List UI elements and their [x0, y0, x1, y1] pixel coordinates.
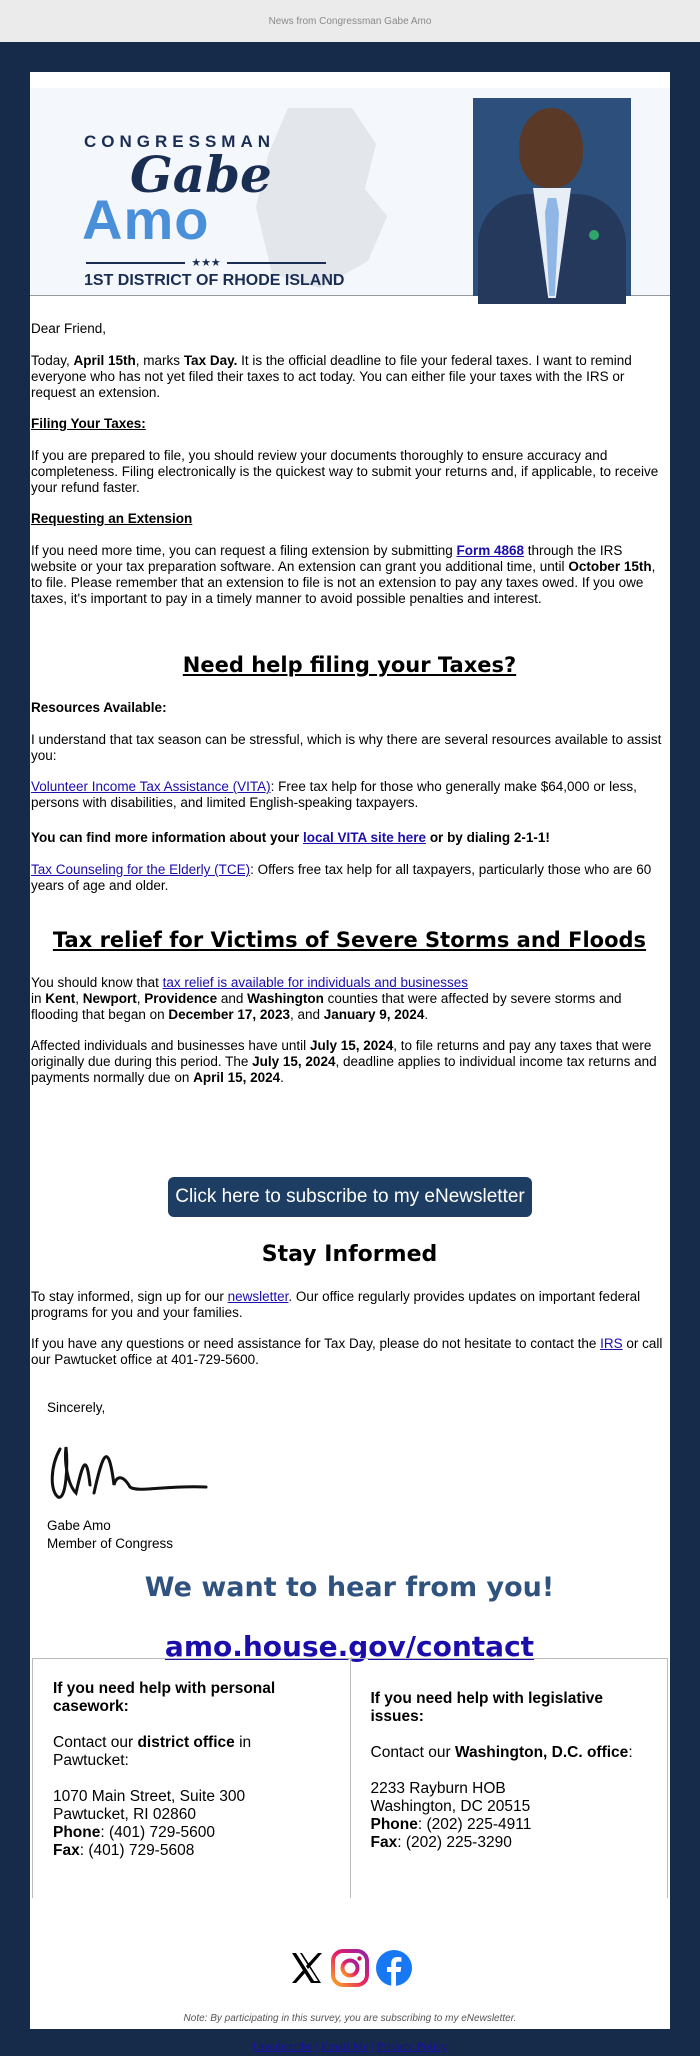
questions-text: If you have any questions or need assistance for Tax Day, please do not hesitate to contact the IRS or call our Pawtucket office at 401-729-5600. [31, 1336, 663, 1367]
unsubscribe-link[interactable]: Unsubscribe [252, 2039, 313, 2053]
newsletter-link[interactable]: newsletter [227, 1289, 289, 1304]
district-address-line-2: Pawtucket, RI 02860 [53, 1806, 197, 1823]
footer-links: Unsubscribe | Email Me | Privacy Policy [252, 2039, 448, 2053]
congressman-photo [473, 98, 631, 296]
dc-fax: Fax: (202) 225-3290 [370, 1834, 512, 1851]
vita-link[interactable]: Volunteer Income Tax Assistance (VITA) [31, 779, 271, 794]
district-address-line-1: 1070 Main Street, Suite 300 [53, 1788, 246, 1805]
facebook-icon[interactable] [375, 1949, 413, 1987]
banner-district: 1ST DISTRICT OF RHODE ISLAND [84, 272, 345, 289]
vita-find: You can find more information about your local VITA site here or by dialing 2-1-1! [31, 830, 550, 845]
district-box-contact: Contact our district office in Pawtucket: [53, 1734, 252, 1769]
extension-heading: Requesting an Extension [31, 511, 193, 526]
irs-link[interactable]: IRS [600, 1336, 623, 1351]
office-boxes [32, 1658, 668, 1898]
greeting: Dear Friend, [31, 321, 107, 336]
extension-text: If you need more time, you can request a filing extension by submitting Form 4868 through the IRS website or your tax preparation software. An extension can grant you additional time, until October 15th, to file. Please remember that an extension to file is not an extension to pay any taxes owed. If you owe taxes, it's important to pay in a timely manner to avoid possible penalties and interest. [31, 543, 656, 606]
help-heading: Need help filing your Taxes? [182, 653, 517, 677]
filing-heading: Filing Your Taxes: [31, 416, 146, 431]
sincerely: Sincerely, [47, 1400, 106, 1415]
dc-address-line-1: 2233 Rayburn HOB [370, 1780, 506, 1797]
survey-note: Note: By participating in this survey, you are subscribing to my eNewsletter. [183, 2013, 517, 2024]
signer-name: Gabe Amo [47, 1518, 111, 1533]
email-me-link[interactable]: Email Me [321, 2039, 369, 2053]
stay-informed-text: To stay informed, sign up for our newsletter. Our office regularly provides updates on important federal programs for you and your families. [31, 1289, 641, 1320]
vita-item: Volunteer Income Tax Assistance (VITA): Free tax help for those who generally make $64,000 or less, persons with disabilities, and limited English-speaking taxpayers. [31, 779, 637, 810]
dc-office-box [350, 1659, 668, 1898]
relief-paragraph-1: You should know that tax relief is available for individuals and businesses in Kent, Newport, Providence and Washington counties that were affected by severe storms and flooding that began on December 17, 2023, and January 9, 2024. [31, 975, 622, 1022]
header-banner [30, 88, 670, 296]
banner-first-name: Gabe [130, 145, 272, 204]
banner-last-name: Amo [82, 188, 210, 251]
tce-link[interactable]: Tax Counseling for the Elderly (TCE) [31, 862, 251, 877]
contact-link[interactable]: amo.house.gov/contact [164, 1630, 535, 1663]
intro-paragraph: Today, April 15th, marks Tax Day. It is the official deadline to file your federal taxes. I want to remind everyone who has not yet filed their taxes to act today. You can either file your taxes with the IRS or request an extension. [31, 353, 632, 400]
email-card [30, 72, 670, 2053]
star-icons: ★★★ [191, 257, 221, 269]
district-phone: Phone: (401) 729-5600 [53, 1824, 215, 1841]
banner-congressman: CONGRESSMAN [84, 132, 276, 151]
banner-stars [86, 256, 326, 269]
x-twitter-icon[interactable] [287, 1949, 325, 1987]
relief-paragraph-2: Affected individuals and businesses have until July 15, 2024, to file returns and pay any taxes that were originally due during this period. The July 15, 2024, deadline applies to individual income tax returns and payments normally due on April 15, 2024. [31, 1038, 657, 1085]
subscribe-button[interactable]: Click here to subscribe to my eNewsletter [168, 1177, 532, 1217]
dc-address-line-2: Washington, DC 20515 [370, 1798, 531, 1815]
stay-informed-heading: Stay Informed [261, 1242, 438, 1267]
resources-heading: Resources Available: [31, 700, 167, 715]
dc-box-heading: If you need help with legislative issues: [370, 1690, 604, 1725]
dc-phone: Phone: (202) 225-4911 [370, 1816, 532, 1833]
resources-intro: I understand that tax season can be stressful, which is why there are several resources available to assist you: [31, 732, 662, 763]
relief-heading: Tax relief for Victims of Severe Storms and Floods [52, 928, 647, 952]
preheader-text: News from Congressman Gabe Amo [268, 15, 432, 27]
district-office-box [33, 1659, 350, 1898]
district-box-heading: If you need help with personal casework: [53, 1680, 276, 1715]
preheader [0, 0, 700, 42]
signature-graphic [46, 1427, 212, 1505]
signer-title: Member of Congress [47, 1536, 174, 1551]
filing-text: If you are prepared to file, you should review your documents thoroughly to ensure accuracy and completeness. Filing electronically is the quickest way to submit your returns and, if applicable, to receive your refund faster. [31, 448, 659, 495]
tax-relief-link[interactable]: tax relief is available for individuals and businesses [162, 975, 469, 990]
email-frame [0, 42, 700, 2056]
social-links [30, 1949, 670, 1987]
dc-box-contact: Contact our Washington, D.C. office: [370, 1744, 633, 1761]
district-fax: Fax: (401) 729-5608 [53, 1842, 195, 1859]
form-4868-link[interactable]: Form 4868 [456, 543, 525, 558]
local-vita-link[interactable]: local VITA site here [303, 830, 427, 845]
tce-item: Tax Counseling for the Elderly (TCE): Offers free tax help for all taxpayers, particularly those who are 60 years of age and older. [31, 862, 652, 893]
hear-from-you-heading: We want to hear from you! [144, 1572, 555, 1603]
instagram-icon[interactable] [331, 1949, 369, 1987]
privacy-policy-link[interactable]: Privacy Policy [377, 2039, 448, 2053]
